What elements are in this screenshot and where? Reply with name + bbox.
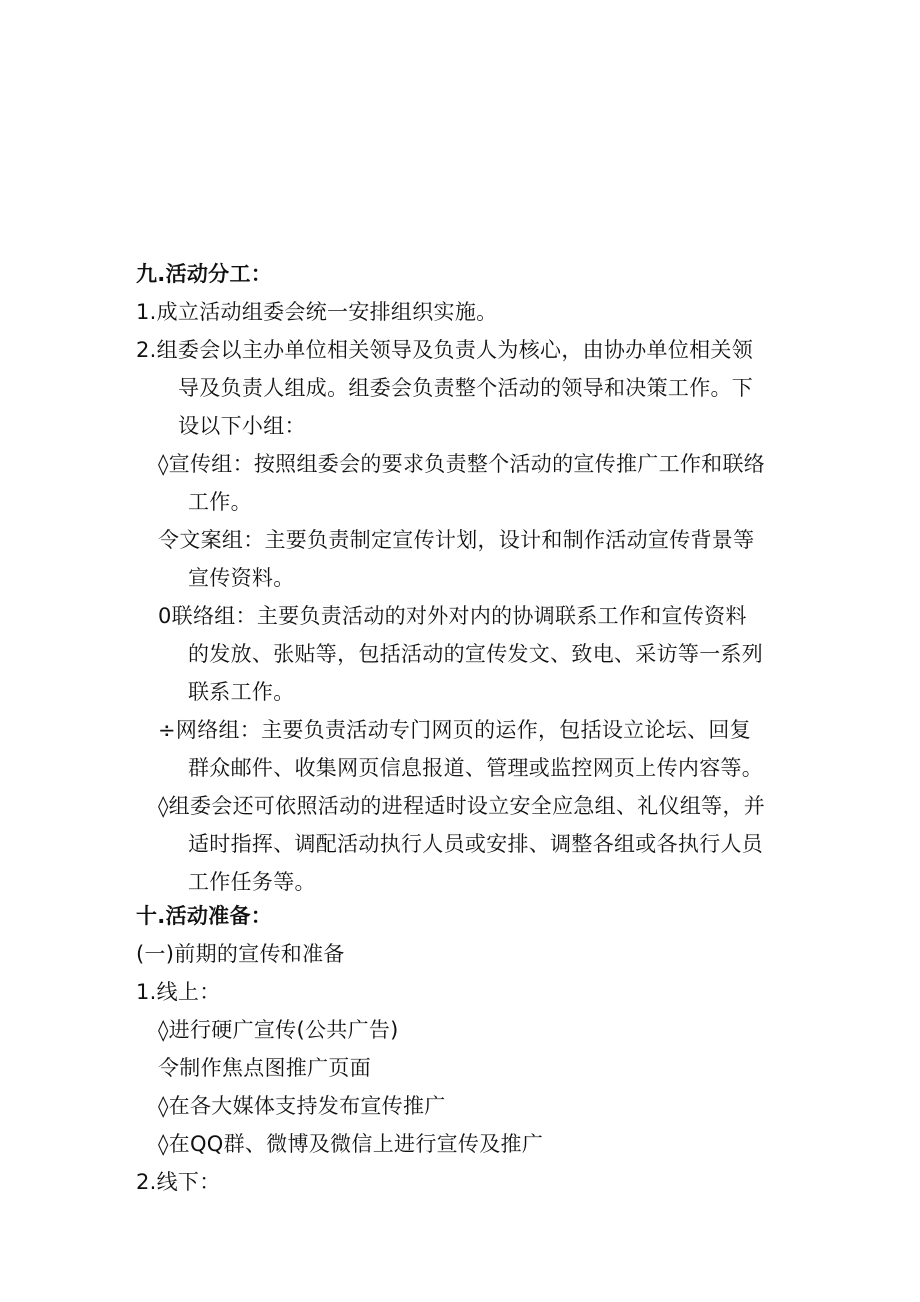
paragraph-line: 设以下小组： [178, 414, 306, 438]
group-item-line: ÷网络组：主要负责活动专门网页的运作，包括设立论坛、回复 [158, 718, 751, 742]
section-heading-10: 十.活动准备： [136, 904, 273, 928]
group-item-line: 联系工作。 [188, 680, 295, 704]
numbered-line: 1.线上： [136, 980, 221, 1004]
group-item-line: 令文案组：主要负责制定宣传计划，设计和制作活动宣传背景等 [158, 528, 755, 552]
group-item-line: 0联络组：主要负责活动的对外对内的协调联系工作和宣传资料 [158, 604, 747, 628]
group-item-line: ◊宣传组：按照组委会的要求负责整个活动的宣传推广工作和联络 [158, 452, 766, 476]
bullet-line: 令制作焦点图推广页面 [158, 1056, 371, 1080]
group-item-line: 适时指挥、调配活动执行人员或安排、调整各组或各执行人员 [188, 832, 764, 856]
group-item-line: 工作任务等。 [188, 870, 316, 894]
section-heading-9: 九.活动分工： [136, 262, 273, 286]
paragraph-line: 2.组委会以主办单位相关领导及负责人为核心，由协办单位相关领 [136, 338, 754, 362]
group-item-line: 宣传资料。 [188, 566, 295, 590]
group-item-line: 群众邮件、收集网页信息报道、管理或监控网页上传内容等。 [188, 756, 764, 780]
bullet-line: ◊在各大媒体支持发布宣传推广 [158, 1094, 446, 1118]
group-item-line: 的发放、张贴等，包括活动的宣传发文、致电、采访等一系列 [188, 642, 764, 666]
subsection-heading: (一)前期的宣传和准备 [136, 942, 345, 966]
group-item-line: 工作。 [188, 490, 252, 514]
bullet-line: ◊进行硬广宣传(公共广告) [158, 1018, 399, 1042]
paragraph-line: 1.成立活动组委会统一安排组织实施。 [136, 300, 498, 324]
bullet-line: ◊在QQ群、微博及微信上进行宣传及推广 [158, 1132, 544, 1156]
paragraph-line: 导及负责人组成。组委会负责整个活动的领导和决策工作。下 [178, 376, 754, 400]
numbered-line: 2.线下： [136, 1170, 221, 1194]
group-item-line: ◊组委会还可依照活动的进程适时设立安全应急组、礼仪组等，并 [158, 794, 766, 818]
